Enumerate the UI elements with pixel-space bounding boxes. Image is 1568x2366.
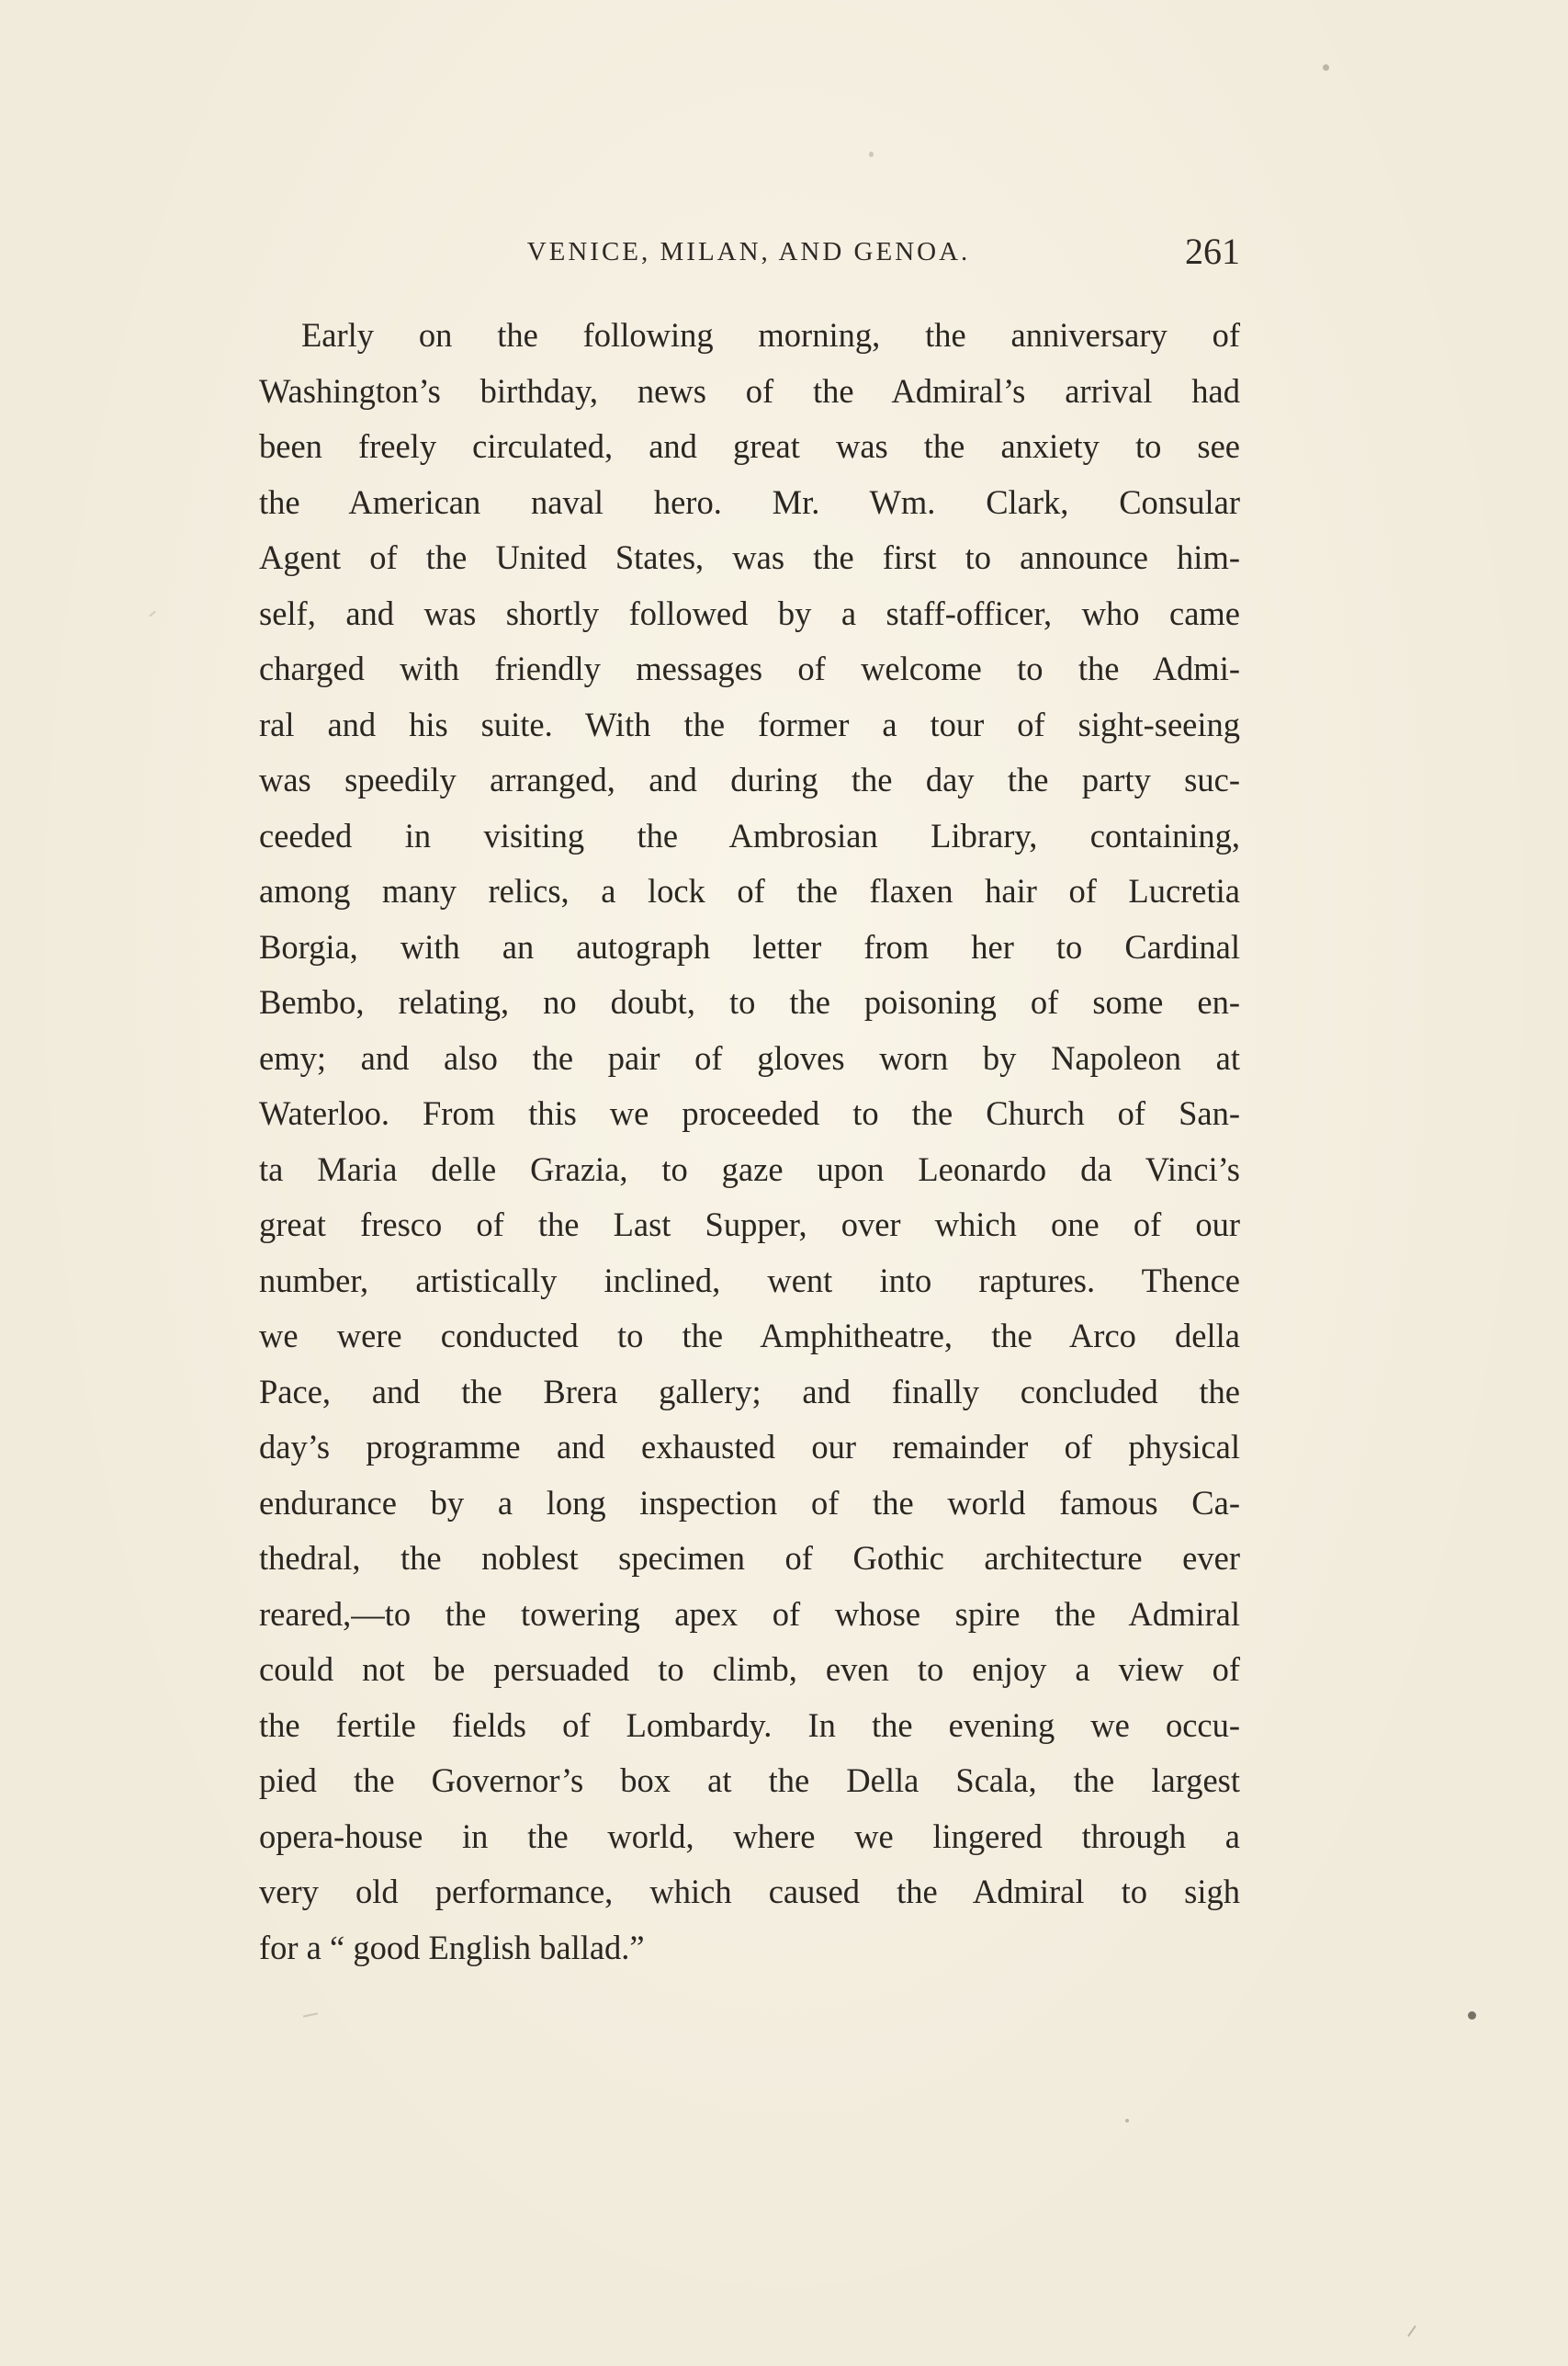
text-line: emy; and also the pair of gloves worn by Napoleon at	[259, 1038, 1240, 1077]
text-line: thedral, the noblest specimen of Gothic architecture ever	[259, 1539, 1240, 1577]
text-line: among many relics, a lock of the flaxen hair of Lucretia	[259, 872, 1240, 910]
text-line: ceeded in visiting the Ambrosian Library, containing,	[259, 816, 1240, 855]
paper-mark	[303, 2012, 318, 2017]
text-line: number, artistically inclined, went into raptures. Thence	[259, 1261, 1240, 1299]
text-line: Agent of the United States, was the first to announce him-	[259, 538, 1240, 576]
text-line: the fertile fields of Lombardy. In the evening we occu-	[259, 1705, 1240, 1744]
text-line: Waterloo. From this we proceeded to the Church of San-	[259, 1094, 1240, 1132]
text-line: Washington’s birthday, news of the Admiral’s arrival had	[259, 371, 1240, 410]
text-line: been freely circulated, and great was the anxiety to see	[259, 427, 1240, 465]
text-line: was speedily arranged, and during the day the party suc-	[259, 761, 1240, 798]
text-line: Bembo, relating, no doubt, to the poisoning of some en-	[259, 983, 1240, 1021]
text-line: reared,—to the towering apex of whose spire the Admiral	[259, 1594, 1240, 1633]
text-line: ta Maria delle Grazia, to gaze upon Leonardo da Vinci’s	[259, 1149, 1240, 1188]
text-line: the American naval hero. Mr. Wm. Clark, Consular	[259, 482, 1240, 521]
text-line: very old performance, which caused the Admiral to sigh	[259, 1873, 1240, 1910]
running-title: VENICE, MILAN, AND GENOA.	[526, 237, 971, 266]
text-line: charged with friendly messages of welcome to the Admi-	[259, 650, 1240, 687]
body-paragraph	[259, 308, 1240, 1975]
text-line: we were conducted to the Amphitheatre, the Arco della	[259, 1317, 1240, 1354]
text-line: Pace, and the Brera gallery; and finally concluded the	[259, 1372, 1240, 1410]
running-head	[257, 230, 1240, 276]
paper-speck	[869, 152, 874, 157]
text-line: Borgia, with an autograph letter from her to Cardinal	[259, 927, 1240, 966]
text-line: self, and was shortly followed by a staff-officer, who came	[259, 594, 1240, 632]
text-line: for a “ good English ballad.”	[259, 1928, 645, 1966]
paper-speck	[1468, 2011, 1476, 2020]
paper-speck	[1125, 2119, 1129, 2123]
text-line: great fresco of the Last Supper, over which one of our	[259, 1206, 1240, 1243]
paper-speck	[1323, 64, 1329, 71]
page-number: 261	[1185, 231, 1240, 272]
text-line: endurance by a long inspection of the world famous Ca-	[259, 1483, 1240, 1522]
paper-mark	[149, 611, 155, 617]
text-line: Early on the following morning, the anniversary of	[301, 316, 1240, 354]
text-line: opera-house in the world, where we lingered through a	[259, 1817, 1240, 1855]
text-line: pied the Governor’s box at the Della Scala, the largest	[259, 1761, 1240, 1799]
text-line: could not be persuaded to climb, even to enjoy a view of	[259, 1650, 1240, 1688]
paper-mark	[1407, 2326, 1416, 2338]
text-line: day’s programme and exhausted our remainder of physical	[259, 1428, 1240, 1466]
text-line: ral and his suite. With the former a tour of sight-seeing	[259, 705, 1240, 743]
